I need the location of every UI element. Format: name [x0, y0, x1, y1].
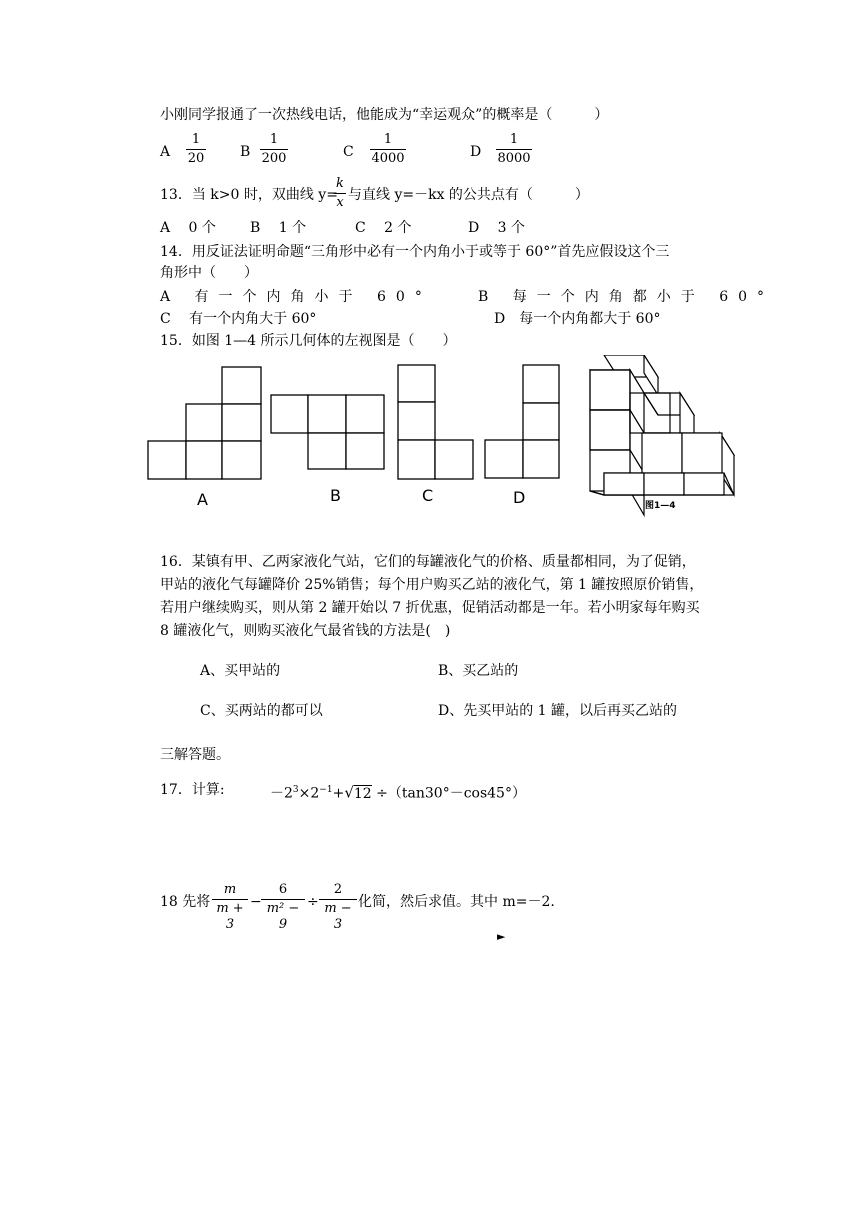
q17-expression: $-2^3\times 2^{-1}+√12 \div(\tan 30^\circ-\cos 45^\circ)$ — [270, 783, 526, 802]
q18-operator-2: ÷ — [307, 894, 319, 910]
q13-stem-start: 13．当 k>0 时，双曲线 y= — [160, 187, 338, 203]
section-heading: 三解答题。 — [160, 747, 230, 763]
q16-option-b: B、买乙站的 — [438, 663, 519, 679]
q14-stem-line1: 14．用反证法证明命题“三角形中必有一个内角小于或等于 60°”首先应假设这个三 — [160, 244, 670, 260]
q13-option-b: B 1 个 — [250, 220, 307, 236]
triangle-marker-icon: ► — [497, 930, 506, 943]
q12-option-b-fraction: 1 200 — [261, 132, 287, 166]
q14-option-b: B 每一个内角都小于 60° — [478, 289, 775, 305]
q13-fraction: k x — [334, 176, 346, 211]
option-b-view — [271, 395, 384, 469]
q15-label-d: D — [513, 488, 526, 507]
q12-option-a-letter: A — [160, 144, 171, 160]
q12-stem: 小刚同学报通了一次热线电话，他能成为“幸运观众”的概率是（ ） — [160, 107, 609, 123]
q18-prefix: 18 先将 — [160, 894, 211, 910]
q13-option-a: A 0 个 — [160, 220, 216, 236]
q16-stem-line3: 若用户继续购买，则从第 2 罐开始以 7 折优惠，促销活动都是一年。若小明家每年购买 — [160, 600, 700, 616]
q12-option-a-fraction: 1 20 — [187, 132, 205, 166]
q15-label-c: C — [422, 486, 434, 505]
q12-option-d-fraction: 1 8000 — [497, 132, 531, 166]
q12-option-d-letter: D — [470, 144, 482, 160]
q16-option-c: C、买两站的都可以 — [200, 703, 323, 719]
q14-option-c: C 有一个内角大于 60° — [160, 311, 317, 327]
q12-option-b-letter: B — [240, 144, 251, 160]
q16-stem-line2: 甲站的液化气每罐降价 25%销售；每个用户购买乙站的液化气，第 1 罐按照原价销售， — [160, 577, 704, 593]
q12-option-c-letter: C — [343, 144, 354, 160]
q13-option-c: C 2 个 — [355, 220, 412, 236]
q14-option-a: A 有一个内角小于 60° — [160, 289, 432, 305]
q13-option-d: D 3 个 — [468, 220, 526, 236]
q12-option-c-fraction: 1 4000 — [371, 132, 405, 166]
q18-operator-1: − — [250, 894, 262, 910]
q16-option-a: A、买甲站的 — [200, 663, 281, 679]
q18-suffix: 化简，然后求值。其中 m=－2. — [358, 894, 555, 910]
isometric-solid — [590, 355, 734, 515]
option-a-view — [148, 367, 261, 479]
q15-caption: 图1—4 — [645, 501, 676, 511]
q18-fraction-1: m m + 3 — [212, 882, 248, 933]
option-d-view — [485, 365, 559, 478]
q16-stem-line4: 8 罐液化气，则购买液化气最省钱的方法是( ) — [160, 623, 451, 639]
q15-label-b: B — [330, 486, 341, 505]
q13-stem-end: 与直线 y=－kx 的公共点有（ ） — [348, 187, 589, 203]
option-c-view — [398, 365, 473, 479]
q14-stem-line2: 角形中（ ） — [160, 265, 258, 281]
q15-label-a: A — [197, 490, 208, 509]
q16-stem-line1: 16．某镇有甲、乙两家液化气站，它们的每罐液化气的价格、质量都相同，为了促销， — [160, 554, 696, 570]
q16-option-d: D、先买甲站的 1 罐，以后再买乙站的 — [438, 703, 678, 719]
q14-option-d: D 每一个内角都大于 60° — [494, 311, 661, 327]
q18-fraction-3: 2 m − 3 — [319, 882, 357, 933]
q17-label: 17．计算: — [160, 782, 225, 798]
q15-stem: 15．如图 1—4 所示几何体的左视图是（ ） — [160, 333, 457, 349]
q18-fraction-2: 6 m² − 9 — [261, 882, 305, 933]
